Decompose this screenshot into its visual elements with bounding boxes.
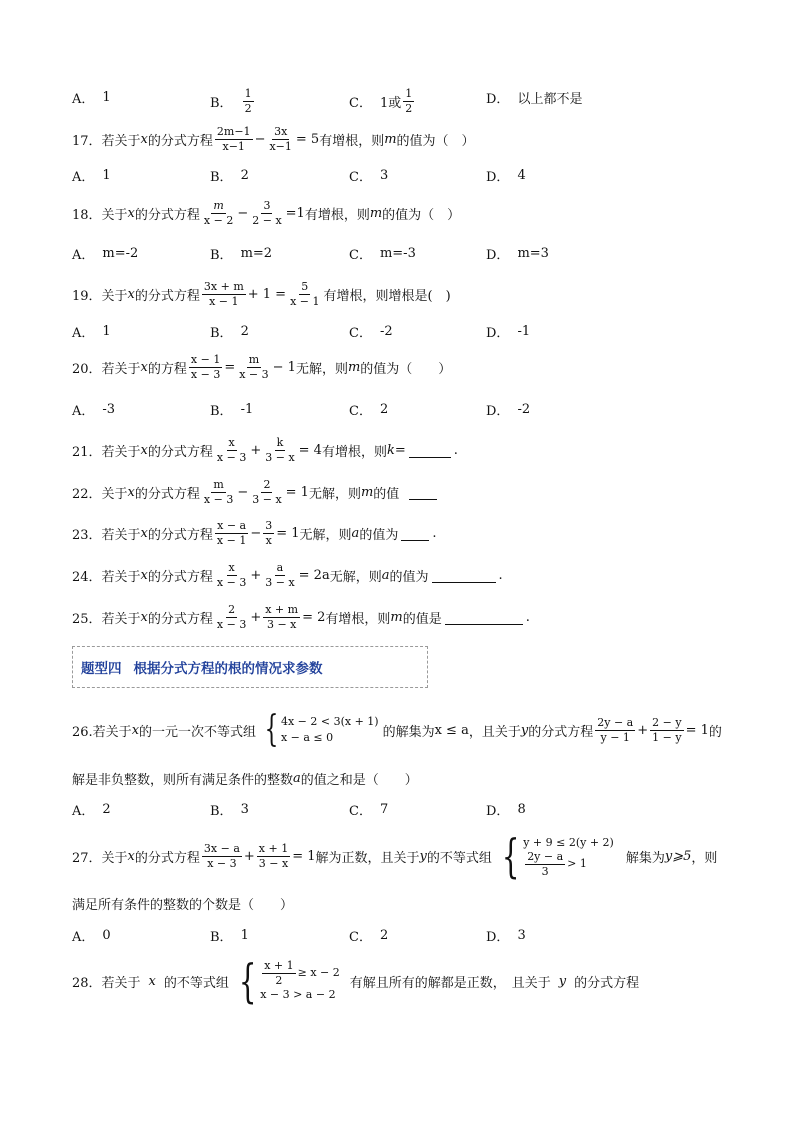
fraction: $\frac{2 - y}{1 - y}$ (652, 715, 682, 744)
q18-option-a[interactable]: A． m=-2 (72, 246, 139, 263)
q20-option-b[interactable]: B． -1 (210, 402, 254, 419)
q27-stem: 27．关于 x 的分式方程 $\frac{3x - a}{x - 3}$ + $\frac{x + 1}{3 - x}$ = 1 解为正数，且关于 y 的不等式组 { y + 9 ≤ 2(y + 2) $\frac{2y - a}{3}$ > 1 解集为 y⩾5 ，则 (72, 829, 718, 883)
fraction: $\frac{a}{3 - x}$ (265, 560, 295, 589)
fraction: $\frac{x}{x - 3}$ (216, 560, 247, 589)
fraction: $\frac{x - a}{x - 1}$ (216, 518, 247, 547)
q27-option-b[interactable]: B． 1 (210, 928, 249, 945)
q27-option-d[interactable]: D． 3 (486, 928, 526, 945)
fraction: $\frac{3}{x}$ (265, 518, 273, 547)
fraction: $\frac{1}{2}$ (244, 87, 252, 115)
q19-stem: 19．关于 x 的分式方程 $\frac{3x + m}{x - 1}$ + 1 = $\frac{5}{x - 1}$ 有增根，则增根是( ) (72, 279, 451, 308)
q16-option-a[interactable]: A． 1 (72, 90, 111, 107)
q17-option-d[interactable]: D． 4 (486, 168, 526, 185)
answer-blank[interactable] (401, 526, 429, 541)
fraction: $\frac{m}{x - 3}$ (239, 352, 269, 381)
fraction: $\frac{m}{x - 3}$ (203, 477, 234, 506)
fraction: $\frac{x}{x - 3}$ (216, 435, 247, 464)
fraction: $\frac{m}{x - 2}$ (203, 198, 234, 227)
q20-option-d[interactable]: D． -2 (486, 402, 531, 419)
q20-stem: 20．若关于 x 的方程 $\frac{x - 1}{x - 3}$ = $\frac{m}{x - 3}$ − 1 无解，则 m 的值为（ ） (72, 352, 452, 381)
q18-options (72, 244, 732, 264)
q17-stem: 17．若关于 x 的分式方程 $\frac{2m-1}{x-1}$ − $\frac{3x}{x-1}$ = 5 有增根，则 m 的值为（ ） (72, 124, 475, 153)
answer-blank[interactable] (445, 610, 523, 625)
section-header-type-four (72, 646, 428, 688)
q25-stem: 25．若关于 x 的分式方程 $\frac{2}{x - 3}$ + $\frac{x + m}{3 - x}$ = 2 有增根，则 m 的值是 . (72, 602, 530, 631)
q27-stem-line2: 满足所有条件的整数的个数是（ ） (72, 897, 294, 913)
q18-option-b[interactable]: B． m=2 (210, 246, 273, 263)
q23-stem: 23．若关于 x 的分式方程 $\frac{x - a}{x - 1}$ − $\frac{3}{x}$ = 1 无解，则 a 的值为 . (72, 518, 437, 547)
q18-option-d[interactable]: D． m=3 (486, 246, 549, 263)
q19-option-a[interactable]: A． 1 (72, 324, 111, 341)
q21-stem: 21．若关于 x 的分式方程 $\frac{x}{x - 3}$ + $\frac{k}{3 - x}$ = 4 有增根，则 k = . (72, 435, 458, 464)
inequality-system: { y + 9 ≤ 2(y + 2) $\frac{2y - a}{3}$ > 1 (501, 829, 614, 883)
q17-option-a[interactable]: A． 1 (72, 168, 111, 185)
fraction: $\frac{x + 1}{3 - x}$ (258, 841, 289, 870)
q26-option-a[interactable]: A． 2 (72, 802, 111, 819)
q22-stem: 22．关于 x 的分式方程 $\frac{m}{x - 3}$ − $\frac{2}{3 - x}$ = 1 无解，则 m 的值 (72, 475, 722, 509)
fraction: $\frac{2}{x - 3}$ (216, 602, 247, 631)
fraction: $\frac{3x - a}{x - 3}$ (203, 841, 240, 870)
fraction: $\frac{x - 1}{x - 3}$ (190, 352, 221, 381)
q27-option-a[interactable]: A． 0 (72, 928, 111, 945)
q26-options (72, 800, 732, 820)
fraction: $\frac{3x}{x-1}$ (269, 124, 292, 153)
q27-options (72, 926, 732, 946)
q16-option-b[interactable]: B． $\frac{1}{2}$ (210, 87, 252, 115)
q26-option-b[interactable]: B． 3 (210, 802, 249, 819)
fraction: $\frac{2m-1}{x-1}$ (216, 124, 251, 153)
q19-option-b[interactable]: B． 2 (210, 324, 249, 341)
q26-option-d[interactable]: D． 8 (486, 802, 526, 819)
section-title: 根据分式方程的根的情况求参数 (133, 661, 323, 677)
q16-options (72, 87, 732, 115)
q19-option-c[interactable]: C． -2 (349, 324, 393, 341)
q18-stem: 18．关于 x 的分式方程 $\frac{m}{x - 2}$ − $\frac{3}{2 - x}$ =1 有增根，则 m 的值为（ ） (72, 198, 461, 227)
q26-stem: 26.若关于 x 的一元一次不等式组 { 4x − 2 < 3(x + 1) x − a ≤ 0 的解集为 x ≤ a ，且关于 y 的分式方程 $\frac{2y - a}{y - 1}$ + $\frac{2 - y}{1 - y}$ = 1 的 (72, 709, 722, 750)
q18-option-c[interactable]: C． m=-3 (349, 246, 416, 263)
inequality-system: { $\frac{x + 1}{2}$ ≥ x − 2 x − 3 > a − 2 (238, 954, 340, 1008)
answer-blank[interactable] (409, 485, 437, 500)
fraction: $\frac{3}{2 - x}$ (252, 198, 282, 227)
q26-stem-line2: 解是非负整数，则所有满足条件的整数 a 的值之和是（ ） (72, 770, 418, 788)
fraction: $\frac{2}{3 - x}$ (252, 477, 282, 506)
fraction: $\frac{k}{3 - x}$ (265, 435, 295, 464)
q17-option-c[interactable]: C． 3 (349, 168, 389, 185)
q16-option-c[interactable]: C． 1或 $\frac{1}{2}$ (349, 87, 413, 115)
fraction: $\frac{5}{x - 1}$ (290, 279, 320, 308)
q20-option-a[interactable]: A． -3 (72, 402, 116, 419)
fraction: $\frac{2y - a}{y - 1}$ (597, 715, 634, 744)
q20-option-c[interactable]: C． 2 (349, 402, 389, 419)
q19-option-d[interactable]: D． -1 (486, 324, 531, 341)
q17-options (72, 166, 732, 186)
q20-options (72, 400, 732, 420)
fraction: $\frac{x + m}{3 - x}$ (265, 602, 299, 631)
q19-options (72, 322, 732, 342)
q26-option-c[interactable]: C． 7 (349, 802, 389, 819)
answer-blank[interactable] (432, 568, 496, 583)
q28-stem: 28．若关于 x 的不等式组 { $\frac{x + 1}{2}$ ≥ x − 2 x − 3 > a − 2 有解且所有的解都是正数， 且关于 y 的分式方程 (72, 954, 640, 1008)
answer-blank[interactable] (409, 443, 451, 458)
section-tag: 题型四 (81, 661, 122, 677)
fraction: $\frac{1}{2}$ (405, 87, 413, 115)
fraction: $\frac{3x + m}{x - 1}$ (203, 279, 244, 308)
inequality-system: { 4x − 2 < 3(x + 1) x − a ≤ 0 (264, 709, 379, 750)
q24-stem: 24．若关于 x 的分式方程 $\frac{x}{x - 3}$ + $\frac{a}{3 - x}$ = 2a 无解，则 a 的值为 . (72, 560, 503, 589)
q27-option-c[interactable]: C． 2 (349, 928, 389, 945)
q16-option-d[interactable]: D． 以上都不是 (486, 92, 583, 107)
q17-option-b[interactable]: B． 2 (210, 168, 249, 185)
